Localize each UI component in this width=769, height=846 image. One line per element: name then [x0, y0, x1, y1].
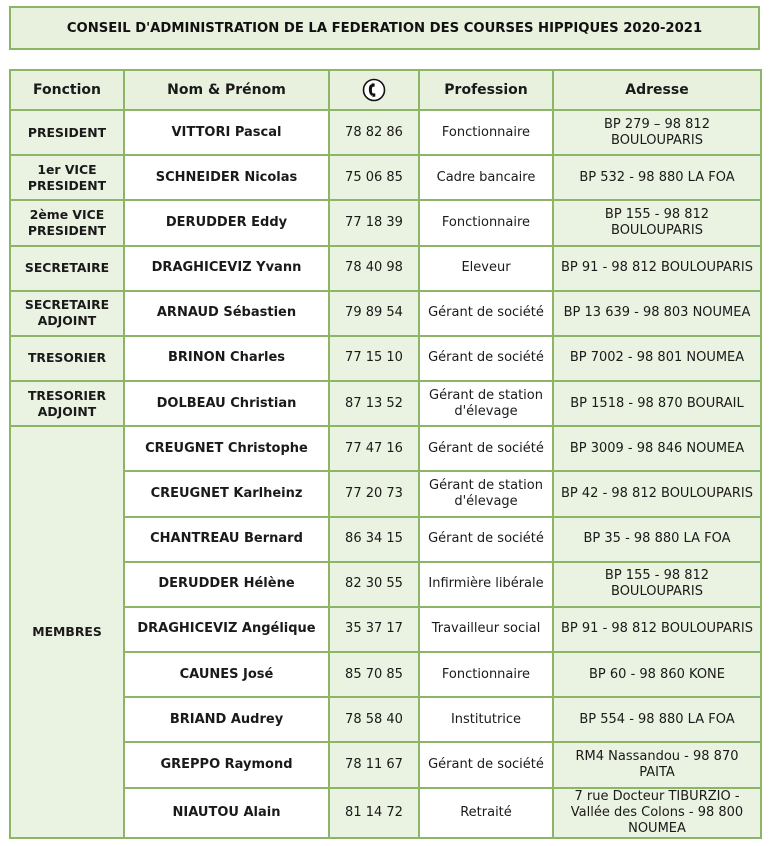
cell-telephone: 78 40 98	[329, 246, 419, 291]
cell-adresse: RM4 Nassandou - 98 870 PAITA	[553, 742, 761, 787]
header-nom: Nom & Prénom	[124, 70, 329, 110]
cell-telephone: 78 82 86	[329, 110, 419, 155]
cell-profession: Gérant de société	[419, 426, 553, 471]
cell-telephone: 79 89 54	[329, 291, 419, 336]
cell-telephone: 77 18 39	[329, 200, 419, 245]
cell-profession: Gérant de société	[419, 336, 553, 381]
cell-fonction: SECRETAIRE	[10, 246, 124, 291]
cell-fonction: 1er VICE PRESIDENT	[10, 155, 124, 200]
table-row	[10, 291, 761, 336]
cell-telephone: 78 11 67	[329, 742, 419, 787]
cell-adresse: BP 532 - 98 880 LA FOA	[553, 155, 761, 200]
cell-nom: BRIAND Audrey	[124, 697, 329, 742]
cell-telephone: 81 14 72	[329, 788, 419, 838]
cell-nom: ARNAUD Sébastien	[124, 291, 329, 336]
cell-adresse: BP 155 - 98 812 BOULOUPARIS	[553, 562, 761, 607]
cell-profession: Gérant de société	[419, 517, 553, 562]
cell-adresse: BP 7002 - 98 801 NOUMEA	[553, 336, 761, 381]
cell-telephone: 77 15 10	[329, 336, 419, 381]
cell-profession: Retraité	[419, 788, 553, 838]
cell-nom: CREUGNET Christophe	[124, 426, 329, 471]
cell-nom: SCHNEIDER Nicolas	[124, 155, 329, 200]
cell-nom: NIAUTOU Alain	[124, 788, 329, 838]
table-row	[10, 381, 761, 426]
cell-profession: Cadre bancaire	[419, 155, 553, 200]
cell-telephone: 77 47 16	[329, 426, 419, 471]
cell-telephone: 77 20 73	[329, 471, 419, 516]
cell-adresse: BP 279 – 98 812 BOULOUPARIS	[553, 110, 761, 155]
cell-fonction-membres: MEMBRES	[10, 426, 124, 838]
header-row	[10, 70, 761, 110]
cell-telephone: 75 06 85	[329, 155, 419, 200]
document-title: CONSEIL D'ADMINISTRATION DE LA FEDERATION DES COURSES HIPPIQUES 2020-2021	[66, 20, 703, 36]
title-box	[9, 6, 760, 50]
table-row	[10, 110, 761, 155]
header-telephone	[329, 70, 419, 110]
table-row	[10, 155, 761, 200]
table-row	[10, 336, 761, 381]
cell-fonction: TRESORIER ADJOINT	[10, 381, 124, 426]
cell-telephone: 87 13 52	[329, 381, 419, 426]
cell-nom: CHANTREAU Bernard	[124, 517, 329, 562]
cell-profession: Fonctionnaire	[419, 652, 553, 697]
cell-profession: Travailleur social	[419, 607, 553, 652]
cell-profession: Gérant de station d'élevage	[419, 381, 553, 426]
table-row	[10, 426, 761, 471]
cell-adresse: 7 rue Docteur TIBURZIO - Vallée des Colons - 98 800 NOUMEA	[553, 788, 761, 838]
cell-fonction: TRESORIER	[10, 336, 124, 381]
cell-profession: Institutrice	[419, 697, 553, 742]
cell-telephone: 82 30 55	[329, 562, 419, 607]
cell-profession: Gérant de société	[419, 742, 553, 787]
cell-adresse: BP 1518 - 98 870 BOURAIL	[553, 381, 761, 426]
cell-adresse: BP 60 - 98 860 KONE	[553, 652, 761, 697]
cell-adresse: BP 3009 - 98 846 NOUMEA	[553, 426, 761, 471]
cell-nom: VITTORI Pascal	[124, 110, 329, 155]
cell-nom: BRINON Charles	[124, 336, 329, 381]
table-row	[10, 200, 761, 245]
cell-fonction: PRESIDENT	[10, 110, 124, 155]
cell-profession: Gérant de station d'élevage	[419, 471, 553, 516]
cell-adresse: BP 91 - 98 812 BOULOUPARIS	[553, 246, 761, 291]
header-profession: Profession	[419, 70, 553, 110]
cell-adresse: BP 13 639 - 98 803 NOUMEA	[553, 291, 761, 336]
cell-adresse: BP 155 - 98 812 BOULOUPARIS	[553, 200, 761, 245]
board-table	[9, 69, 762, 839]
cell-nom: DOLBEAU Christian	[124, 381, 329, 426]
cell-profession: Fonctionnaire	[419, 200, 553, 245]
cell-adresse: BP 35 - 98 880 LA FOA	[553, 517, 761, 562]
header-fonction: Fonction	[10, 70, 124, 110]
cell-adresse: BP 42 - 98 812 BOULOUPARIS	[553, 471, 761, 516]
cell-adresse: BP 554 - 98 880 LA FOA	[553, 697, 761, 742]
cell-nom: DERUDDER Hélène	[124, 562, 329, 607]
table-row	[10, 246, 761, 291]
cell-nom: CREUGNET Karlheinz	[124, 471, 329, 516]
cell-adresse: BP 91 - 98 812 BOULOUPARIS	[553, 607, 761, 652]
cell-nom: CAUNES José	[124, 652, 329, 697]
cell-telephone: 85 70 85	[329, 652, 419, 697]
cell-telephone: 78 58 40	[329, 697, 419, 742]
cell-telephone: 35 37 17	[329, 607, 419, 652]
cell-nom: DRAGHICEVIZ Yvann	[124, 246, 329, 291]
cell-profession: Eleveur	[419, 246, 553, 291]
cell-nom: DRAGHICEVIZ Angélique	[124, 607, 329, 652]
cell-profession: Gérant de société	[419, 291, 553, 336]
cell-profession: Fonctionnaire	[419, 110, 553, 155]
cell-nom: GREPPO Raymond	[124, 742, 329, 787]
cell-telephone: 86 34 15	[329, 517, 419, 562]
cell-fonction: 2ème VICE PRESIDENT	[10, 200, 124, 245]
cell-fonction: SECRETAIRE ADJOINT	[10, 291, 124, 336]
cell-nom: DERUDDER Eddy	[124, 200, 329, 245]
header-adresse: Adresse	[553, 70, 761, 110]
telephone-icon	[362, 78, 386, 102]
cell-profession: Infirmière libérale	[419, 562, 553, 607]
